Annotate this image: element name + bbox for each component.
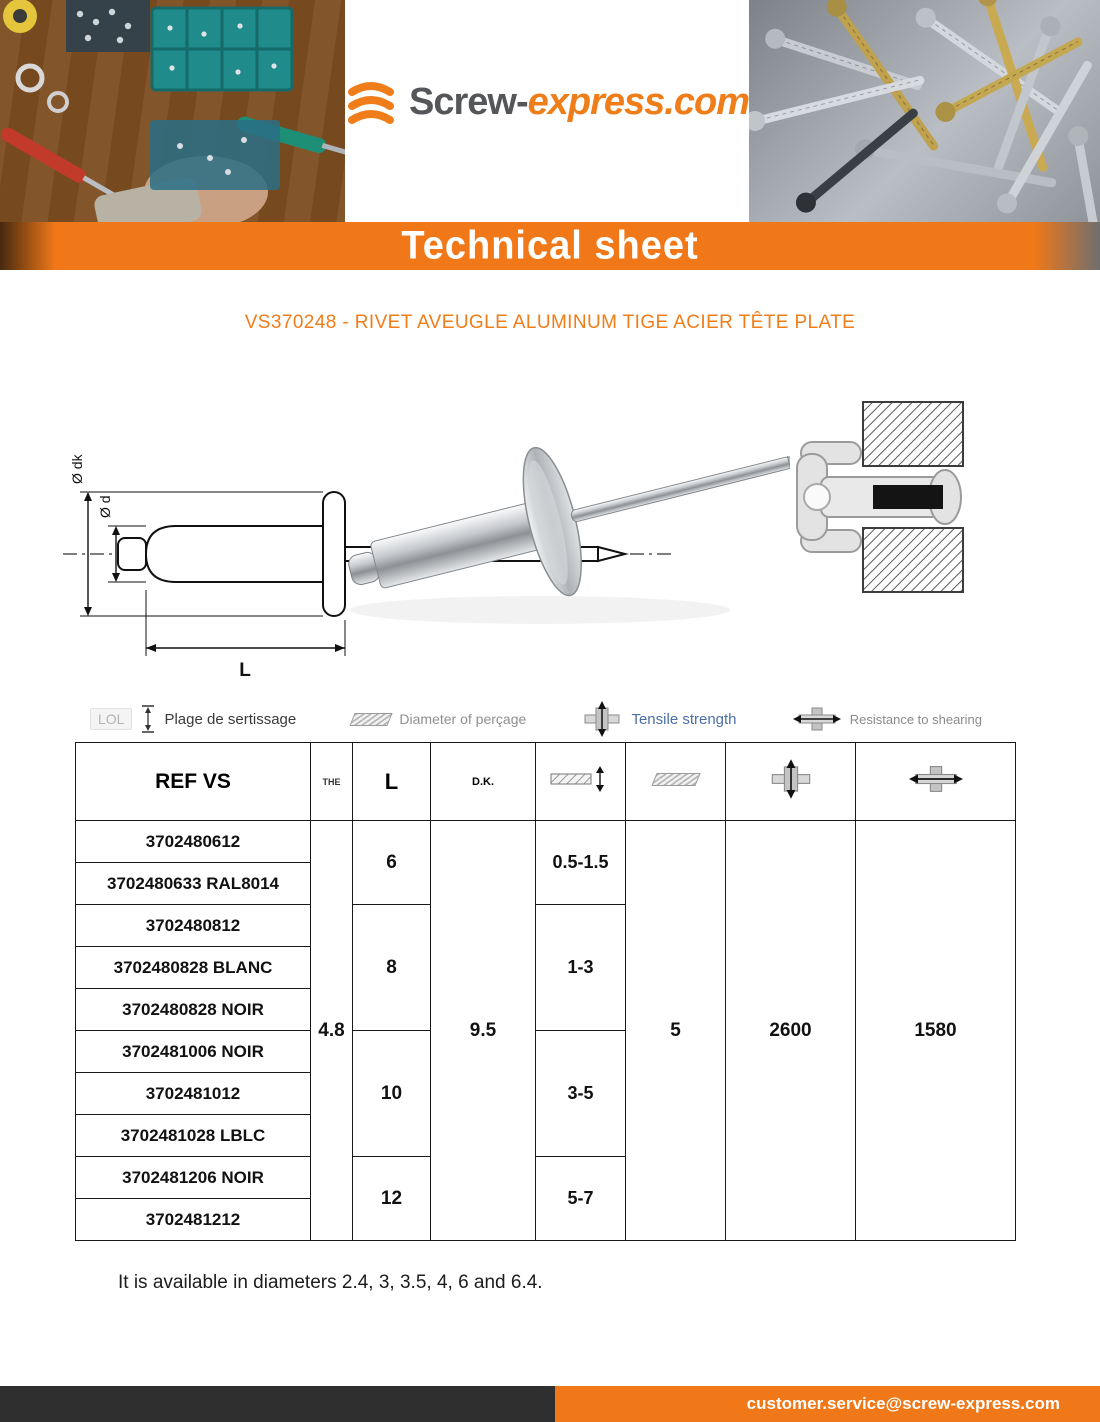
ref-cell: 3702480812 <box>76 905 311 947</box>
ref-cell: 3702480828 NOIR <box>76 989 311 1031</box>
figures <box>0 360 1100 702</box>
shear-resistance-icon <box>793 705 841 733</box>
footer-contact-bar <box>555 1386 1100 1422</box>
col-header-l: L <box>353 743 431 821</box>
header-logo-area <box>345 0 749 222</box>
col-header-ref: REF VS <box>76 743 311 821</box>
drill-diameter-label: Diameter of perçage <box>399 711 527 727</box>
legend <box>90 702 982 736</box>
crimp-range-icon <box>141 704 155 734</box>
legend-shear <box>793 705 982 733</box>
drill-value-cell: 5 <box>626 821 726 1241</box>
availability-note: It is available in diameters 2.4, 3, 3.5, 4, 6 and 6.4. <box>118 1272 543 1293</box>
crimp-value-cell: 0.5-1.5 <box>536 821 626 905</box>
shear-resistance-label: Resistance to shearing <box>849 711 982 727</box>
banner-title: Technical sheet <box>401 223 699 268</box>
crimp-range-label: Plage de sertissage <box>164 710 297 728</box>
col-header-dk: D.K. <box>431 743 536 821</box>
l-value-cell: 6 <box>353 821 431 905</box>
legend-crimp-range <box>90 704 296 734</box>
ref-cell: 3702481006 NOIR <box>76 1031 311 1073</box>
col-header-the: THE <box>311 743 353 821</box>
drill-diameter-icon <box>350 713 393 726</box>
col-header-tensile <box>726 743 856 821</box>
l-value-cell: 12 <box>353 1157 431 1241</box>
product-title: VS370248 - RIVET AVEUGLE ALUMINUM TIGE ACIER TÊTE PLATE <box>244 312 856 333</box>
contact-email[interactable]: customer.service@screw-express.com <box>746 1394 1060 1413</box>
brand-suffix: express.com <box>527 80 749 123</box>
drill-diameter-header-icon <box>651 773 700 786</box>
spec-header-row <box>76 743 1016 821</box>
installed-cross-section <box>795 400 975 610</box>
ref-cell: 3702481012 <box>76 1073 311 1115</box>
ref-cell: 3702481028 LBLC <box>76 1115 311 1157</box>
crimp-value-cell: 3-5 <box>536 1031 626 1157</box>
table-row <box>76 821 1016 863</box>
ref-cell: 3702480612 <box>76 821 311 863</box>
col-header-drill <box>626 743 726 821</box>
dim-length-label: L <box>239 660 251 681</box>
brand-name <box>409 81 749 124</box>
dk-value-cell: 9.5 <box>431 821 536 1241</box>
crimp-value-cell: 5-7 <box>536 1157 626 1241</box>
brand-prefix: Screw- <box>409 80 528 123</box>
workbench-photo <box>0 0 345 222</box>
shear-header-icon <box>909 763 963 795</box>
ref-cell: 3702481206 NOIR <box>76 1157 311 1199</box>
banner <box>0 222 1100 270</box>
lol-badge: LOL <box>90 708 132 730</box>
l-value-cell: 10 <box>353 1031 431 1157</box>
shear-value-cell: 1580 <box>856 821 1016 1241</box>
col-header-shear <box>856 743 1016 821</box>
crimp-range-header-icon <box>550 766 612 792</box>
legend-drill-diameter <box>352 711 526 727</box>
screws-photo <box>749 0 1100 222</box>
tensile-header-icon <box>769 759 813 799</box>
brand-logo <box>345 79 749 125</box>
l-value-cell: 8 <box>353 905 431 1031</box>
workbench-photo-art <box>0 0 345 222</box>
screws-photo-art <box>749 0 1100 222</box>
legend-tensile <box>582 701 736 737</box>
footer <box>0 1386 1100 1422</box>
rivet-product-photo <box>330 360 790 660</box>
col-header-crimp <box>536 743 626 821</box>
swoosh-icon <box>345 79 397 125</box>
dim-dk-label: Ø dk <box>69 454 85 484</box>
ref-cell: 3702480828 BLANC <box>76 947 311 989</box>
ref-cell: 3702480633 RAL8014 <box>76 863 311 905</box>
tensile-strength-label: Tensile strength <box>631 710 737 728</box>
spec-table <box>75 742 1016 1241</box>
dim-d-label: Ø d <box>97 495 113 518</box>
ref-cell: 3702481212 <box>76 1199 311 1241</box>
the-value-cell: 4.8 <box>311 821 353 1241</box>
crimp-value-cell: 1-3 <box>536 905 626 1031</box>
tensile-value-cell: 2600 <box>726 821 856 1241</box>
tensile-strength-icon <box>582 701 622 737</box>
header <box>0 0 1100 222</box>
